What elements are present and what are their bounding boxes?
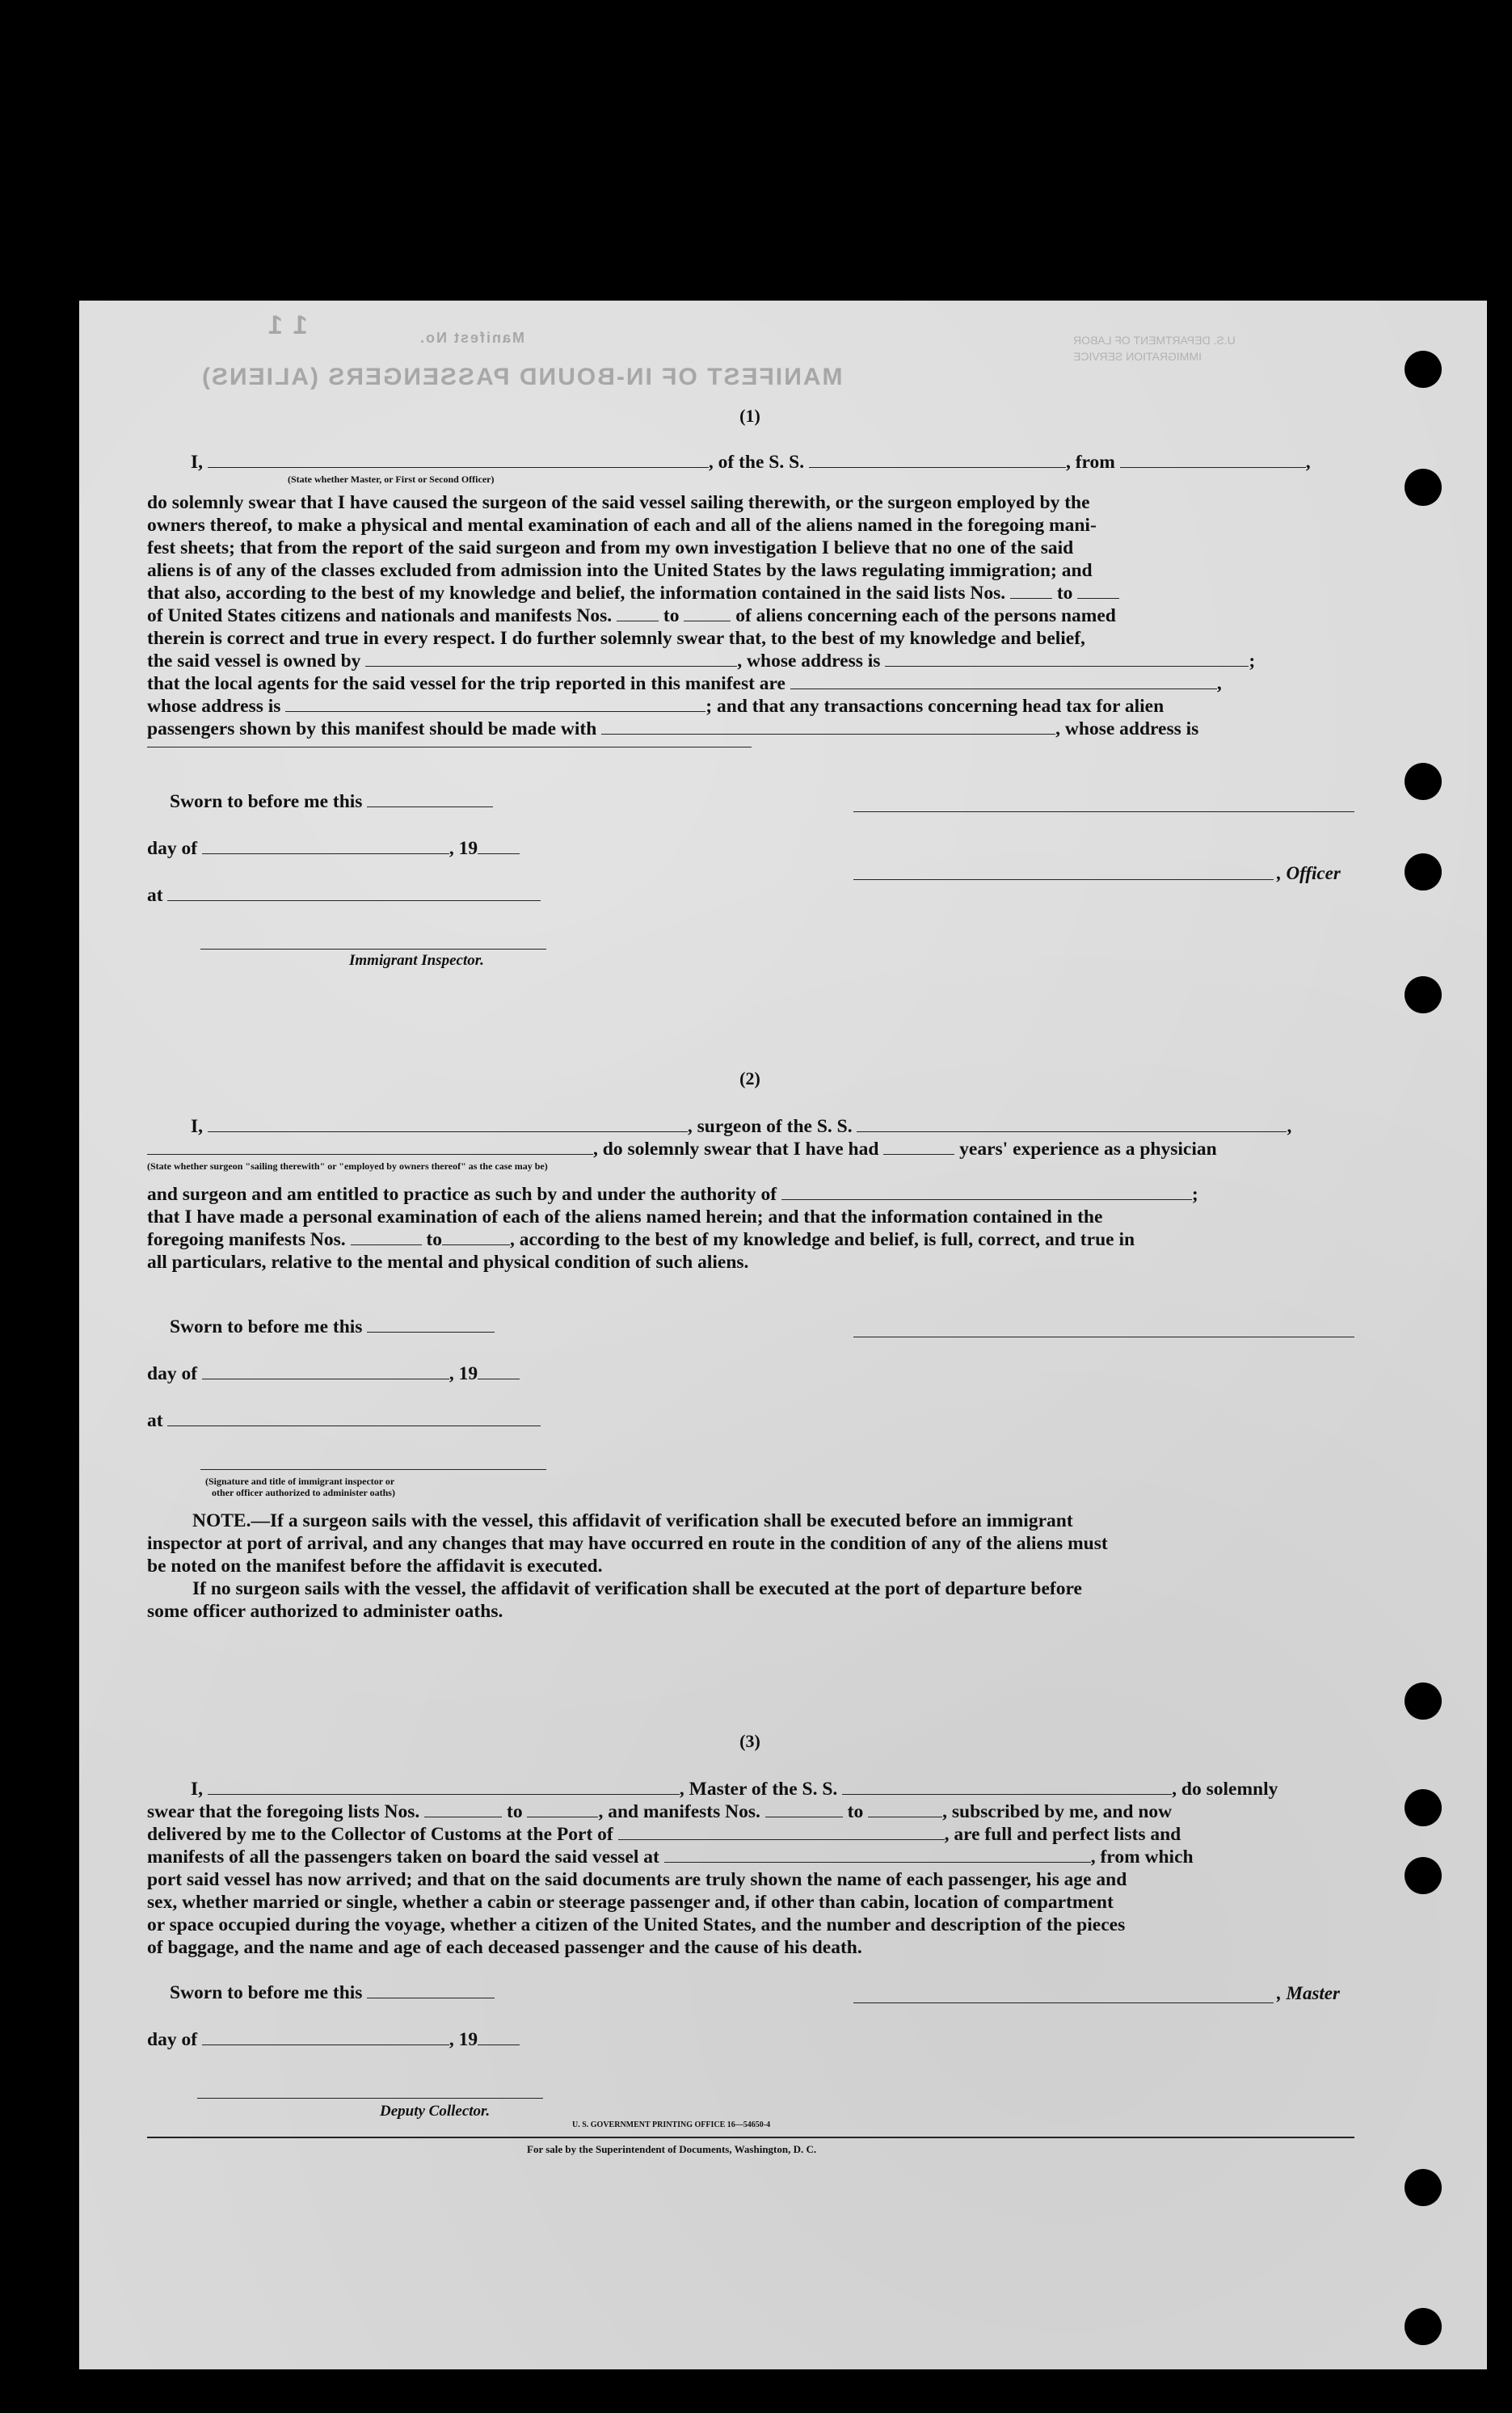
section-3-manifests-to-field[interactable] [868,1800,942,1817]
section-3-line-5: port said vessel has now arrived; and that on the said documents are truly shown the name of each passenger, his age and [147,1869,1127,1890]
vessel-name-field[interactable] [809,451,1066,468]
binder-hole [1405,763,1442,800]
section-1-line-7: of United States citizens and nationals and manifests Nos. to of aliens concerning each of the persons named [147,605,1116,626]
ghost-header-service: IMMIGRATION SERVICE [1073,350,1202,363]
section-1-at: at [147,884,541,907]
section-2-vessel-field[interactable] [857,1115,1287,1132]
citizen-list-from-field[interactable] [1010,582,1052,599]
section-1-number: (1) [739,406,760,426]
alien-manifest-to-field[interactable] [684,604,731,621]
section-3-manifests-from-field[interactable] [765,1800,843,1817]
section-3-lists-from-field[interactable] [424,1800,502,1817]
section-3-day-of: day of , 19 [147,2028,520,2051]
section-2-number: (2) [739,1068,760,1089]
binder-hole [1405,351,1442,388]
ghost-header-dept: U.S. DEPARTMENT OF LABOR [1073,334,1236,347]
section-3-sworn: Sworn to before me this [170,1981,495,2004]
section-2-sworn: Sworn to before me this [170,1316,495,1338]
ghost-header-manifest-no: Manifest No. [419,330,525,346]
section-1-line-5: aliens is of any of the classes excluded from admission into the United States by the laws regulating immigration; and [147,560,1093,581]
surgeon-name-field[interactable] [208,1115,688,1132]
departure-port-field[interactable] [1120,451,1306,468]
note-line-5: some officer authorized to administer oaths. [147,1601,503,1622]
section-2-sworn-day-field[interactable] [367,1316,495,1333]
note-line-4: If no surgeon sails with the vessel, the affidavit of verification shall be executed at the port of departure before [192,1578,1082,1599]
owner-address-field[interactable] [885,650,1249,667]
section-2-day-of: day of , 19 [147,1362,520,1385]
section-3-line-7: or space occupied during the voyage, whether a citizen of the United States, and the number and description of the pieces [147,1914,1126,1935]
section-3-year-field[interactable] [478,2028,520,2045]
alien-manifest-from-field[interactable] [617,604,659,621]
section-3-line-6: sex, whether married or single, whether a cabin or steerage passenger and, if other than cabin, location of compartment [147,1892,1114,1913]
officer-name-field[interactable] [208,451,709,468]
surgeon-status-note: (State whether surgeon "sailing therewith" or "employed by owners thereof" as the case may be) [147,1160,548,1172]
section-1-line-2: do solemnly swear that I have caused the surgeon of the said vessel sailing therewith, or the surgeon employed by the [147,492,1090,513]
printing-office-line: U. S. GOVERNMENT PRINTING OFFICE 16—54650-4 [572,2120,771,2129]
local-agents-field[interactable] [790,672,1217,689]
binder-hole [1405,2308,1442,2345]
section-1-line-12: passengers shown by this manifest should be made with , whose address is [147,718,1199,739]
section-1-month-field[interactable] [202,837,449,854]
signature-title-note-1: (Signature and title of immigrant inspector or [205,1476,395,1487]
section-2-line-2: , do solemnly swear that I have had years' experience as a physician [147,1138,1217,1160]
section-1-line-9: the said vessel is owned by , whose address is ; [147,651,1256,672]
binder-hole [1405,853,1442,891]
inspector-signature-line[interactable] [200,949,546,950]
officer-signature-line-1[interactable] [853,811,1354,812]
collector-signature-line[interactable] [197,2098,543,2099]
sale-notice: For sale by the Superintendent of Documents, Washington, D. C. [527,2143,817,2155]
section-2-at: at [147,1409,541,1432]
officer-label: , Officer [1277,863,1341,883]
note-label: NOTE. [192,1510,251,1531]
section-1-line-3: owners thereof, to make a physical and mental examination of each and all of the aliens named in the foregoing mani- [147,515,1097,536]
section-3-line-4: manifests of all the passengers taken on board the said vessel at , from which [147,1847,1194,1868]
note-line-3: be noted on the manifest before the affidavit is executed. [147,1556,603,1577]
binder-hole [1405,1682,1442,1720]
binder-hole [1405,469,1442,506]
master-name-field[interactable] [208,1778,680,1795]
citizen-list-to-field[interactable] [1077,582,1119,599]
binder-hole [1405,1857,1442,1894]
section-2-line-3: and surgeon and am entitled to practice as such by and under the authority of ; [147,1184,1198,1205]
section-1-sworn: Sworn to before me this [170,790,493,813]
arrival-port-field[interactable] [618,1823,945,1840]
ghost-header-title: MANIFEST OF IN-BOUND PASSENGERS (ALIENS) [200,364,843,390]
section-2-month-field[interactable] [202,1362,449,1379]
section-2-place-field[interactable] [167,1409,541,1426]
master-label: , Master [1277,1983,1340,2003]
deputy-collector-label: Deputy Collector. [380,2103,491,2120]
surgeon-status-field[interactable] [147,1138,593,1155]
section-2-line-1: I, , surgeon of the S. S. , [191,1116,1292,1137]
section-2-year-field[interactable] [478,1362,520,1379]
section-2-line-5: foregoing manifests Nos. to , according to the best of my knowledge and belief, is full, correct, and true in [147,1229,1135,1250]
section-3-line-1: I, , Master of the S. S. , do solemnly [191,1779,1278,1800]
years-experience-field[interactable] [883,1138,954,1155]
ghost-header-number: 1 1 [267,310,308,339]
embarkation-port-field[interactable] [664,1846,1091,1863]
vessel-owner-field[interactable] [365,650,737,667]
officer-title-note: (State whether Master, or First or Second Officer) [288,474,495,485]
note-line-2: inspector at port of arrival, and any changes that may have occurred en route in the condition of any of the aliens must [147,1533,1108,1554]
section-1-place-field[interactable] [167,884,541,901]
administering-officer-signature-line[interactable] [200,1469,546,1470]
master-signature-line[interactable] [853,2002,1274,2003]
section-2-line-4: that I have made a personal examination of each of the aliens named herein; and that the information contained in the [147,1206,1103,1228]
section-1-line-4: fest sheets; that from the report of the said surgeon and from my own investigation I believe that no one of the said [147,537,1074,558]
practice-authority-field[interactable] [781,1183,1192,1200]
head-tax-contact-field[interactable] [601,718,1055,735]
section-3-line-2: swear that the foregoing lists Nos. to , and manifests Nos. to , subscribed by me, and now [147,1801,1173,1822]
section-3-line-3: delivered by me to the Collector of Customs at the Port of , are full and perfect lists and [147,1824,1181,1845]
form-page [79,301,1487,2369]
note-line-1: NOTE.—If a surgeon sails with the vessel, this affidavit of verification shall be executed before an immigrant [192,1510,1073,1531]
section-1-line-11: whose address is ; and that any transactions concerning head tax for alien [147,696,1165,717]
section-3-vessel-field[interactable] [842,1778,1172,1795]
section-1-line-8: therein is correct and true in every respect. I do further solemnly swear that, to the best of my knowledge and belief, [147,628,1085,649]
section-3-sworn-day-field[interactable] [367,1981,495,1998]
binder-hole [1405,1789,1442,1826]
section-1-year-field[interactable] [478,837,520,854]
section-3-number: (3) [739,1731,760,1751]
section-3-month-field[interactable] [202,2028,449,2045]
section-1-line-6: that also, according to the best of my knowledge and belief, the information contained in the said lists Nos. to [147,582,1119,604]
footer-rule [147,2137,1354,2138]
agents-address-field[interactable] [285,695,705,712]
signature-title-note-2: other officer authorized to administer oaths) [212,1487,395,1498]
officer-signature-line-2[interactable] [853,879,1274,880]
section-2-manifest-to-field[interactable] [442,1228,510,1245]
section-3-line-8: of baggage, and the name and age of each deceased passenger and the cause of his death. [147,1937,862,1958]
immigrant-inspector-label: Immigrant Inspector. [349,952,484,969]
section-1-sworn-day-field[interactable] [367,790,493,807]
section-1-line-10: that the local agents for the said vessel for the trip reported in this manifest are , [147,673,1222,694]
binder-hole [1405,2169,1442,2206]
section-2-manifest-from-field[interactable] [351,1228,422,1245]
section-1-day-of: day of , 19 [147,837,520,860]
binder-hole [1405,976,1442,1013]
section-1-line-1: I, , of the S. S. , from , [191,452,1311,473]
section-3-lists-to-field[interactable] [527,1800,598,1817]
section-2-line-6: all particulars, relative to the mental and physical condition of such aliens. [147,1252,749,1273]
